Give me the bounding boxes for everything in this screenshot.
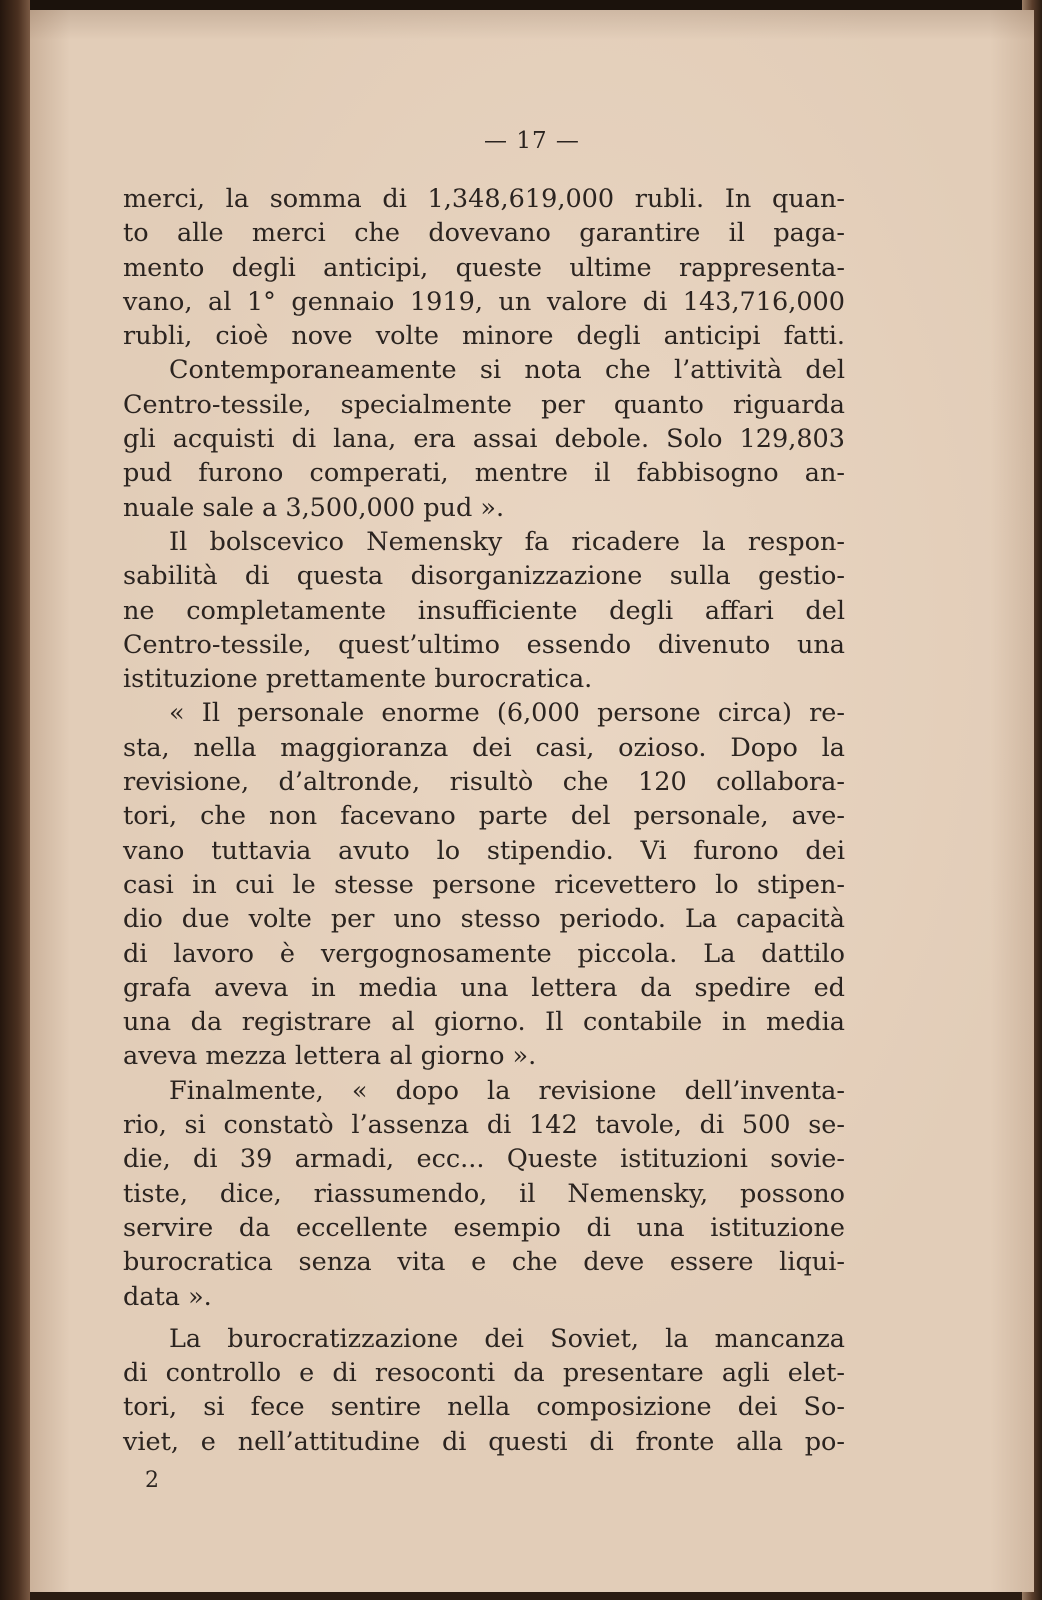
text-line: Il bolscevico Nemensky fa ricadere la respon- — [169, 526, 845, 557]
text-line: Centro-tessile, specialmente per quanto riguarda — [123, 389, 845, 420]
text-line: casi in cui le stesse persone ricevettero lo stipen- — [123, 869, 845, 900]
paragraph — [123, 525, 845, 696]
text-line: tori, che non facevano parte del personale, ave- — [123, 801, 845, 832]
text-line: Centro-tessile, quest’ultimo essendo divenuto una — [123, 629, 845, 660]
text-line: La burocratizzazione dei Soviet, la mancanza — [169, 1323, 845, 1354]
text-line: di lavoro è vergognosamente piccola. La dattilo — [123, 938, 845, 969]
page-number: — 17 — — [484, 128, 580, 154]
text-line: rubli, cioè nove volte minore degli anticipi fatti. — [123, 321, 845, 352]
text-line: viet, e nell’attitudine di questi di fronte alla po- — [123, 1426, 845, 1457]
text-line: vano tuttavia avuto lo stipendio. Vi furono dei — [123, 835, 845, 866]
text-line: Contemporaneamente si nota che l’attività del — [169, 355, 845, 386]
text-line: dio due volte per uno stesso periodo. La capacità — [123, 904, 845, 935]
text-line: ne completamente insufficiente degli affari del — [123, 595, 845, 626]
text-line: nuale sale a 3,500,000 pud ». — [123, 492, 505, 523]
text-line: una da registrare al giorno. Il contabile in media — [123, 1007, 845, 1038]
book-spine — [0, 0, 30, 1600]
text-line: tori, si fece sentire nella composizione dei So- — [123, 1392, 845, 1423]
paragraph — [123, 182, 845, 353]
body-text — [123, 182, 845, 1459]
paragraph — [123, 1074, 845, 1314]
signature-mark: 2 — [145, 1468, 159, 1493]
text-line: tiste, dice, riassumendo, il Nemensky, possono — [123, 1178, 845, 1209]
paragraph — [123, 1322, 845, 1459]
text-line: grafa aveva in media una lettera da spedire ed — [123, 972, 845, 1003]
book-page — [30, 10, 1034, 1592]
text-line: data ». — [123, 1281, 212, 1312]
text-line: merci, la somma di 1,348,619,000 rubli. In quan- — [123, 184, 845, 214]
paragraph — [123, 696, 845, 1073]
text-line: burocratica senza vita e che deve essere liqui- — [123, 1247, 845, 1278]
text-line: Finalmente, « dopo la revisione dell’inventa- — [169, 1075, 845, 1106]
text-line: to alle merci che dovevano garantire il paga- — [123, 218, 845, 249]
text-line: aveva mezza lettera al giorno ». — [123, 1041, 537, 1072]
text-line: gli acquisti di lana, era assai debole. Solo 129,803 — [123, 424, 845, 455]
paragraph-gap — [123, 1314, 845, 1322]
text-line: istituzione prettamente burocratica. — [123, 664, 593, 695]
text-line: sta, nella maggioranza dei casi, ozioso. Dopo la — [123, 732, 845, 763]
text-line: pud furono comperati, mentre il fabbisogno an- — [123, 458, 845, 489]
text-line: rio, si constatò l’assenza di 142 tavole, di 500 se- — [123, 1110, 845, 1141]
text-line: die, di 39 armadi, ecc... Queste istituzioni sovie- — [123, 1144, 845, 1175]
paragraph — [123, 353, 845, 524]
text-line: servire da eccellente esempio di una istituzione — [123, 1212, 845, 1243]
text-line: vano, al 1° gennaio 1919, un valore di 143,716,000 — [123, 286, 845, 317]
text-line: mento degli anticipi, queste ultime rappresenta- — [123, 252, 845, 283]
text-line: sabilità di questa disorganizzazione sulla gestio- — [123, 561, 845, 592]
text-line: di controllo e di resoconti da presentare agli elet- — [123, 1358, 845, 1389]
text-line: « Il personale enorme (6,000 persone circa) re- — [169, 698, 845, 729]
text-line: revisione, d’altronde, risultò che 120 collabora- — [123, 767, 845, 798]
